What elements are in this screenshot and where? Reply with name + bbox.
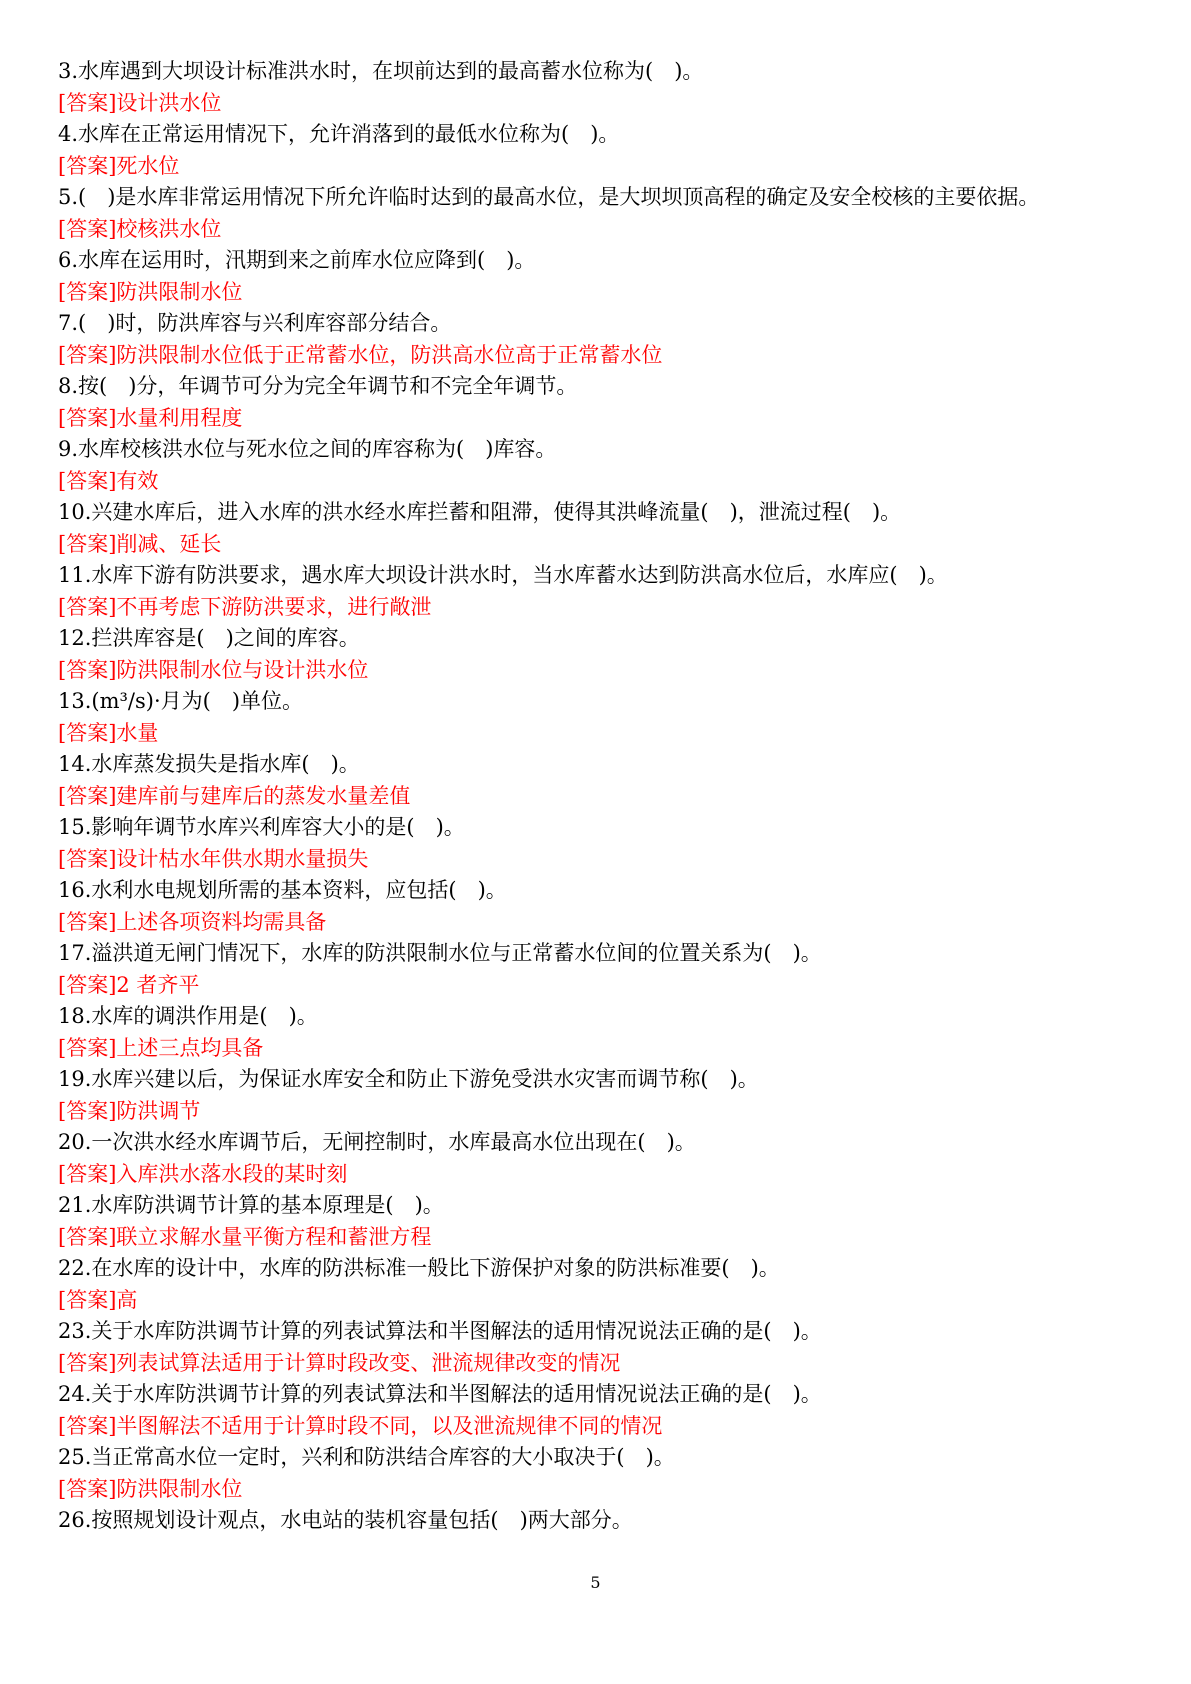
question-text: 10.兴建水库后，进入水库的洪水经水库拦蓄和阻滞，使得其洪峰流量( )，泄流过程( )。: [58, 500, 902, 524]
question-text: 8.按( )分，年调节可分为完全年调节和不完全年调节。: [58, 374, 578, 398]
answer-text: [答案]设计枯水年供水期水量损失: [58, 846, 369, 871]
question-text: 6.水库在运用时，汛期到来之前库水位应降到( )。: [58, 248, 536, 272]
answer-text: [答案]防洪限制水位与设计洪水位: [58, 657, 369, 682]
answer-text: [答案]上述各项资料均需具备: [58, 909, 327, 934]
answer-text: [答案]校核洪水位: [58, 216, 222, 241]
question-text: 21.水库防洪调节计算的基本原理是( )。: [58, 1193, 444, 1217]
question-text: 25.当正常高水位一定时，兴利和防洪结合库容的大小取决于( )。: [58, 1445, 675, 1469]
question-text: 12.拦洪库容是( )之间的库容。: [58, 626, 360, 650]
answer-text: [答案]半图解法不适用于计算时段不同，以及泄流规律不同的情况: [58, 1413, 663, 1438]
question-text: 15.影响年调节水库兴利库容大小的是( )。: [58, 815, 465, 839]
question-text: 19.水库兴建以后，为保证水库安全和防止下游免受洪水灾害而调节称( )。: [58, 1067, 759, 1091]
question-text: 23.关于水库防洪调节计算的列表试算法和半图解法的适用情况说法正确的是( )。: [58, 1319, 822, 1343]
question-text: 14.水库蒸发损失是指水库( )。: [58, 752, 360, 776]
answer-text: [答案]高: [58, 1287, 138, 1312]
answer-text: [答案]防洪限制水位: [58, 279, 243, 304]
answer-text: [答案]水量: [58, 720, 159, 745]
question-text: 7.( )时，防洪库容与兴利库容部分结合。: [58, 311, 452, 335]
answer-text: [答案]防洪限制水位低于正常蓄水位，防洪高水位高于正常蓄水位: [58, 342, 663, 367]
answer-text: [答案]列表试算法适用于计算时段改变、泄流规律改变的情况: [58, 1350, 621, 1375]
answer-text: [答案]不再考虑下游防洪要求，进行敞泄: [58, 594, 432, 619]
question-text: 24.关于水库防洪调节计算的列表试算法和半图解法的适用情况说法正确的是( )。: [58, 1382, 822, 1406]
question-text: 11.水库下游有防洪要求，遇水库大坝设计洪水时，当水库蓄水达到防洪高水位后，水库应( )。: [58, 563, 948, 587]
question-text: 13.(m³/s)·月为( )单位。: [58, 689, 304, 713]
answer-text: [答案]上述三点均具备: [58, 1035, 264, 1060]
question-text: 26.按照规划设计观点，水电站的装机容量包括( )两大部分。: [58, 1508, 633, 1532]
answer-text: [答案]防洪限制水位: [58, 1476, 243, 1501]
question-text: 18.水库的调洪作用是( )。: [58, 1004, 318, 1028]
answer-text: [答案]水量利用程度: [58, 405, 243, 430]
answer-text: [答案]死水位: [58, 153, 180, 178]
answer-text: [答案]建库前与建库后的蒸发水量差值: [58, 783, 411, 808]
answer-text: [答案]2 者齐平: [58, 972, 200, 997]
page-number: 5: [590, 1573, 601, 1592]
answer-text: [答案]削减、延长: [58, 531, 222, 556]
question-text: 16.水利水电规划所需的基本资料，应包括( )。: [58, 878, 507, 902]
answer-text: [答案]联立求解水量平衡方程和蓄泄方程: [58, 1224, 432, 1249]
answer-text: [答案]防洪调节: [58, 1098, 201, 1123]
question-text: 3.水库遇到大坝设计标准洪水时，在坝前达到的最高蓄水位称为( )。: [58, 59, 704, 83]
question-text: 9.水库校核洪水位与死水位之间的库容称为( )库容。: [58, 437, 557, 461]
answer-text: [答案]入库洪水落水段的某时刻: [58, 1161, 348, 1186]
question-text: 22.在水库的设计中，水库的防洪标准一般比下游保护对象的防洪标准要( )。: [58, 1256, 780, 1280]
question-text: 4.水库在正常运用情况下，允许消落到的最低水位称为( )。: [58, 122, 620, 146]
question-text: 20.一次洪水经水库调节后，无闸控制时，水库最高水位出现在( )。: [58, 1130, 696, 1154]
answer-text: [答案]设计洪水位: [58, 90, 222, 115]
question-list: [58, 56, 1138, 1537]
answer-text: [答案]有效: [58, 468, 159, 493]
question-text: 17.溢洪道无闸门情况下，水库的防洪限制水位与正常蓄水位间的位置关系为( )。: [58, 941, 822, 965]
question-text: 5.( )是水库非常运用情况下所允许临时达到的最高水位，是大坝坝顶高程的确定及安全校核的主要依据。: [58, 185, 1040, 209]
